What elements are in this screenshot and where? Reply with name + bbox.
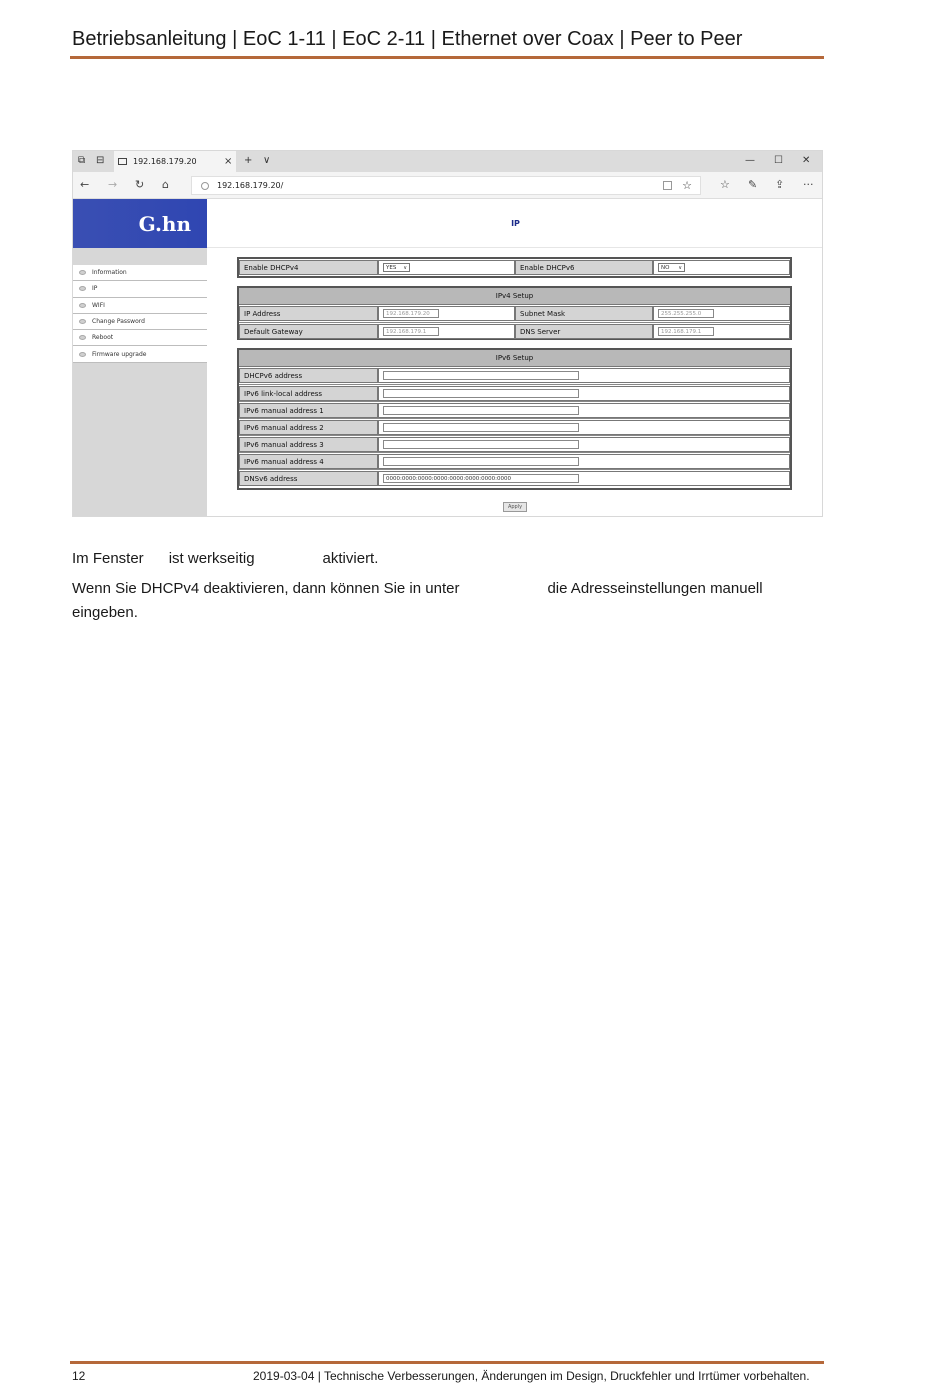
ipv6-row-cell (378, 368, 790, 383)
subnet-mask-label: Subnet Mask (515, 306, 653, 321)
sidebar-item-label: Reboot (92, 334, 114, 342)
paragraph-1 (72, 550, 378, 567)
bullet-icon (79, 335, 86, 340)
bullet-icon (79, 319, 86, 324)
sidebar-item-label: Change Password (92, 318, 145, 326)
ipv6-row-label: IPv6 manual address 3 (239, 437, 378, 452)
ipv6-manual-1-input[interactable] (383, 406, 579, 415)
chevron-down-icon: ∨ (678, 264, 682, 271)
dhcpv6-address-input[interactable] (383, 371, 579, 380)
browser-screenshot (72, 150, 823, 517)
forward-icon[interactable]: → (108, 178, 118, 191)
share-icon[interactable]: ⇪ (775, 178, 785, 191)
url-text: 192.168.179.20/ (217, 181, 284, 190)
table-row (239, 367, 790, 384)
url-field[interactable] (191, 176, 701, 195)
pen-icon[interactable]: ✎ (748, 178, 758, 191)
ipv6-manual-3-input[interactable] (383, 440, 579, 449)
subnet-mask-input[interactable]: 255.255.255.0 (658, 309, 714, 318)
sidebar-item-firmware-upgrade[interactable] (73, 346, 207, 362)
ipv6-manual-4-input[interactable] (383, 457, 579, 466)
ipv6-row-cell (378, 471, 790, 486)
apply-button[interactable]: Apply (503, 502, 527, 512)
browser-tab-bar (73, 151, 822, 172)
dhcpv6-label: Enable DHCPv6 (515, 260, 653, 275)
ipv6-row-label: IPv6 manual address 2 (239, 420, 378, 435)
bullet-icon (79, 303, 86, 308)
ipv6-row-label: IPv6 manual address 1 (239, 403, 378, 418)
dns-server-label: DNS Server (515, 324, 653, 339)
dhcpv4-value: YES (386, 264, 397, 271)
table-row (239, 322, 790, 339)
ip-address-input[interactable]: 192.168.179.20 (383, 309, 439, 318)
close-window-icon[interactable]: ✕ (802, 155, 811, 166)
dns-server-cell (653, 324, 790, 339)
footer-note: 2019-03-04 | Technische Verbesserungen, Änderungen im Design, Druckfehler und Irrtümer vorbehalten. (253, 1369, 810, 1383)
dhcp-table (237, 257, 792, 278)
default-gateway-label: Default Gateway (239, 324, 378, 339)
default-gateway-input[interactable]: 192.168.179.1 (383, 327, 439, 336)
ipv4-heading: IPv4 Setup (239, 288, 790, 305)
table-row (239, 401, 790, 418)
ip-address-cell (378, 306, 515, 321)
paragraph-1-part-a: Im Fenster (72, 550, 144, 567)
ipv6-row-label: DHCPv6 address (239, 368, 378, 383)
sidebar-item-information[interactable] (73, 265, 207, 281)
ip-address-label: IP Address (239, 306, 378, 321)
tab-title: 192.168.179.20 (133, 157, 197, 166)
paragraph-1-part-c: aktiviert. (322, 550, 379, 567)
dhcpv4-label: Enable DHCPv4 (239, 260, 378, 275)
ipv6-row-label: DNSv6 address (239, 471, 378, 486)
ghn-logo: G.hn (73, 199, 207, 248)
new-tab-icon[interactable]: + (244, 155, 253, 166)
paragraph-2 (72, 580, 763, 597)
sidebar-item-label: WIFI (92, 301, 105, 309)
table-row (239, 259, 790, 276)
tab-menu-chevron-icon[interactable]: ∨ (263, 155, 271, 166)
chevron-down-icon: ∨ (403, 264, 407, 271)
page-title: IP (207, 199, 823, 248)
ipv6-manual-2-input[interactable] (383, 423, 579, 432)
dhcpv6-value: NO (661, 264, 670, 271)
reading-view-icon[interactable] (663, 181, 672, 190)
maximize-icon[interactable]: ☐ (774, 155, 783, 166)
sidebar-item-change-password[interactable] (73, 314, 207, 330)
ipv6-link-local-input[interactable] (383, 389, 579, 398)
dhcpv4-cell (378, 260, 515, 275)
tab-set-aside-icon[interactable]: ⧉ (78, 155, 86, 166)
ipv6-table (237, 348, 792, 490)
table-row (239, 435, 790, 452)
default-gateway-cell (378, 324, 515, 339)
dhcpv6-cell (653, 260, 790, 275)
paragraph-2-continued: eingeben. (72, 604, 138, 621)
ipv6-heading: IPv6 Setup (239, 350, 790, 367)
paragraph-2-part-b: die Adresseinstellungen manuell (547, 580, 763, 597)
bullet-icon (79, 270, 86, 275)
ipv6-row-cell (378, 454, 790, 469)
table-row (239, 305, 790, 322)
tab-preview-icon[interactable]: ⊟ (96, 155, 105, 166)
address-bar (73, 172, 822, 199)
browser-tab[interactable] (114, 151, 236, 172)
ipv6-row-cell (378, 437, 790, 452)
ipv6-row-label: IPv6 manual address 4 (239, 454, 378, 469)
minimize-icon[interactable]: — (745, 155, 755, 166)
ipv6-row-cell (378, 386, 790, 401)
paragraph-2-part-a: Wenn Sie DHCPv4 deaktivieren, dann können Sie in unter (72, 580, 460, 597)
site-info-icon[interactable] (201, 182, 209, 190)
document-header: Betriebsanleitung | EoC 1-11 | EoC 2-11 | Ethernet over Coax | Peer to Peer (72, 28, 743, 50)
more-icon[interactable]: ··· (803, 178, 814, 191)
refresh-icon[interactable]: ↻ (135, 178, 145, 191)
table-row (239, 452, 790, 469)
dns-server-input[interactable]: 192.168.179.1 (658, 327, 714, 336)
ipv4-table (237, 286, 792, 340)
sidebar-item-reboot[interactable] (73, 330, 207, 346)
footer-rule (70, 1361, 824, 1364)
sidebar (73, 248, 207, 517)
ipv6-row-cell (378, 403, 790, 418)
home-icon[interactable]: ⌂ (162, 178, 169, 191)
sidebar-item-label: Information (92, 269, 127, 277)
sidebar-item-label: Firmware upgrade (92, 350, 147, 358)
dhcpv4-select[interactable] (383, 263, 410, 272)
ipv6-row-label: IPv6 link-local address (239, 386, 378, 401)
sidebar-item-label: IP (92, 285, 98, 293)
ipv6-row-cell (378, 420, 790, 435)
dnsv6-address-input[interactable]: 0000:0000:0000:0000:0000:0000:0000:0000 (383, 474, 579, 483)
paragraph-1-part-b: ist werkseitig (168, 550, 255, 567)
header-rule (70, 56, 824, 59)
bullet-icon (79, 352, 86, 357)
page-number: 12 (72, 1369, 86, 1383)
sidebar-item-ip[interactable] (73, 281, 207, 297)
bullet-icon (79, 286, 86, 291)
dhcpv6-select[interactable] (658, 263, 685, 272)
sidebar-item-wifi[interactable] (73, 298, 207, 314)
page-icon (118, 158, 127, 165)
star-icon[interactable]: ☆ (682, 179, 692, 192)
favorites-icon[interactable]: ☆ (720, 178, 730, 191)
table-row (239, 418, 790, 435)
tab-close-icon[interactable]: × (224, 156, 233, 167)
subnet-mask-cell (653, 306, 790, 321)
table-row (239, 384, 790, 401)
back-icon[interactable]: ← (80, 178, 90, 191)
table-row (239, 469, 790, 486)
